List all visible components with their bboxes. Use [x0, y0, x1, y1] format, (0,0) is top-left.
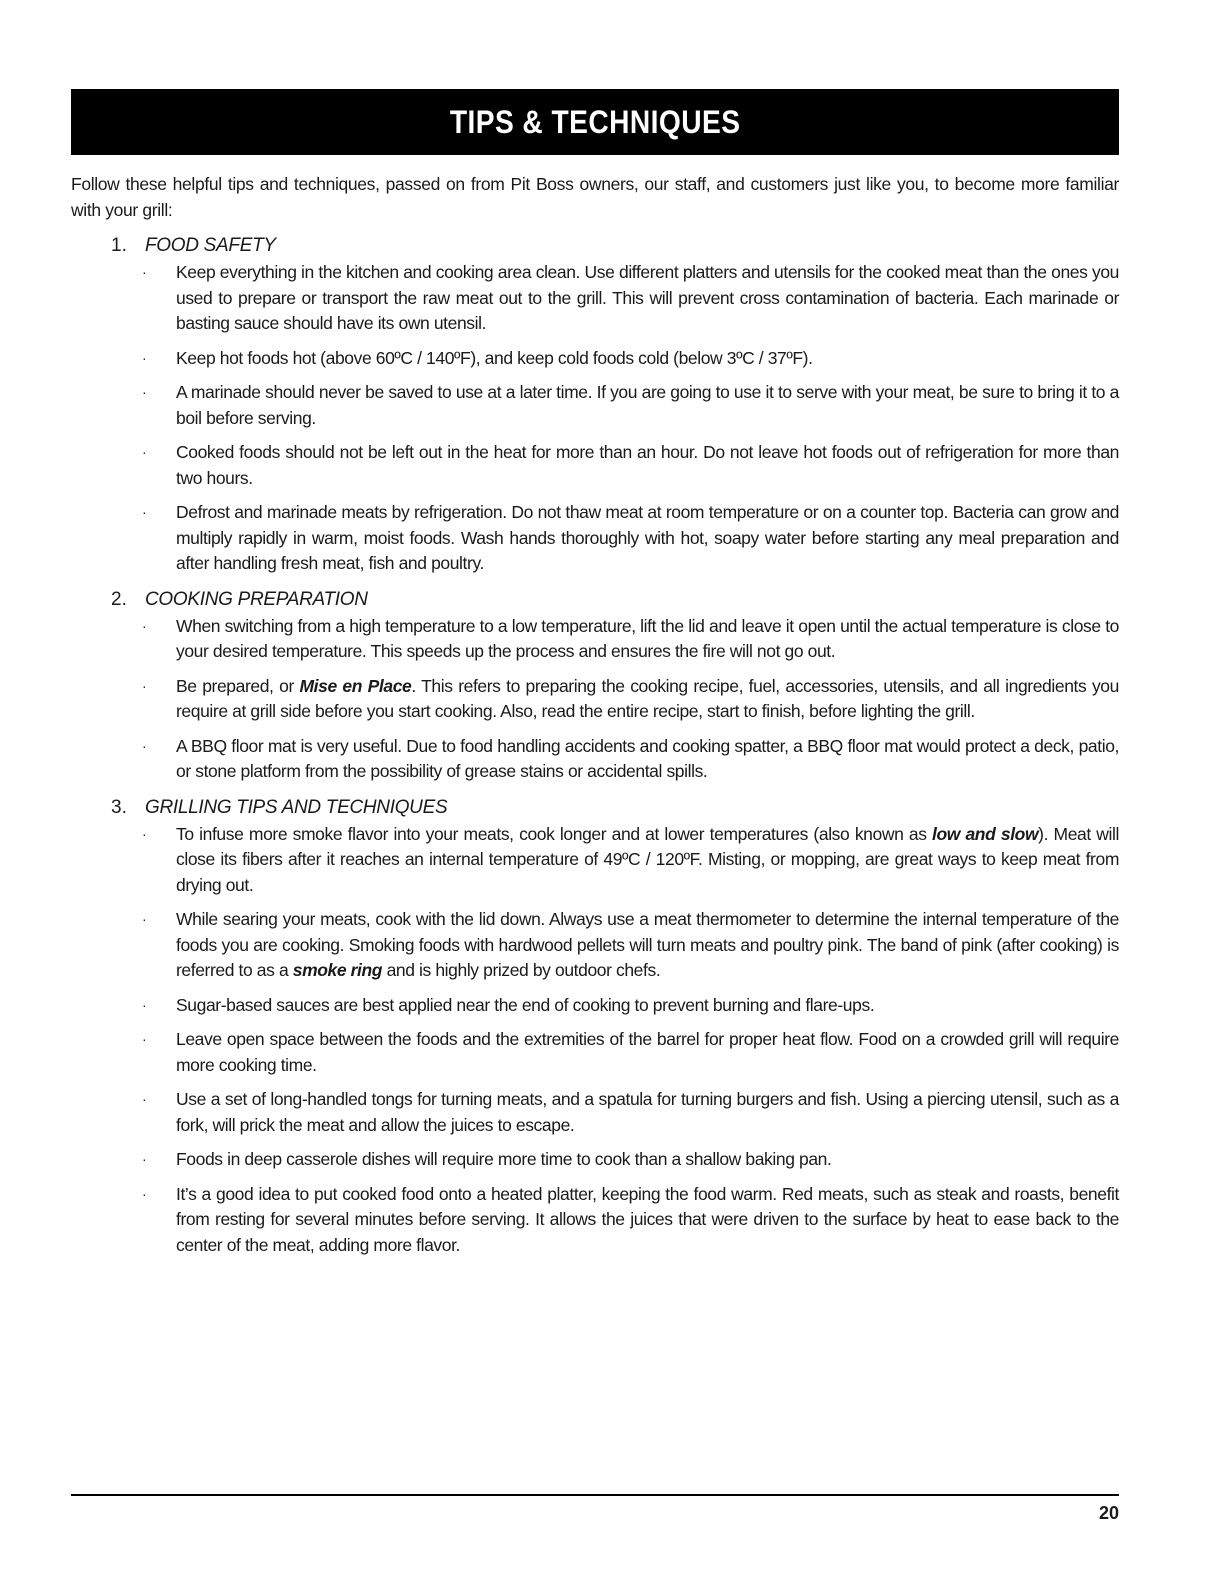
bullet-text: It’s a good idea to put cooked food onto a heated platter, keeping the food warm. Red meats, such as steak and roasts, benefit from resting for several minutes before serving. It allows the juices that were driven to the surface by heat to ease back to the center of the meat, adding more flavor.: [176, 1183, 1119, 1255]
bullet-dot-icon: ·: [142, 911, 147, 927]
bullet-item: [142, 346, 1119, 372]
section-number: 3.: [111, 796, 127, 818]
sections-list: [71, 232, 1119, 1258]
bullet-text: A BBQ floor mat is very useful. Due to food handling accidents and cooking spatter, a BBQ floor mat would protect a deck, patio, or stone platform from the possibility of grease stains or accidental spills.: [176, 735, 1119, 781]
bullet-text-continued: ). Meat will close its fibers after it reaches an internal temperature of 49ºC / 120ºF. Misting, or mopping, are great ways to keep meat from drying out.: [176, 823, 1119, 895]
section-heading: [111, 232, 1119, 260]
bullet-text: Cooked foods should not be left out in the heat for more than an hour. Do not leave hot foods out of refrigeration for more than two hours.: [176, 442, 1119, 488]
bullet-dot-icon: ·: [142, 264, 147, 280]
bullet-item: [142, 907, 1119, 984]
bullet-item: [142, 1027, 1119, 1078]
bullet-item: [142, 440, 1119, 491]
footer-divider: [71, 1494, 1119, 1496]
bullet-text-continued: and is highly prized by outdoor chefs.: [382, 960, 661, 980]
bullet-dot-icon: ·: [142, 444, 147, 460]
title-banner: [71, 89, 1119, 155]
bullet-item: [142, 734, 1119, 785]
bullet-text: Leave open space between the foods and the extremities of the barrel for proper heat flow. Food on a crowded grill will require more cooking time.: [176, 1029, 1119, 1075]
bullet-dot-icon: ·: [142, 825, 147, 842]
bullet-dot-icon: ·: [142, 384, 147, 400]
bullet-text: While searing your meats, cook with the lid down. Always use a meat thermometer to determine the internal temperature of the foods you are cooking. Smoking foods with hardwood pellets will turn meats and poultry pink. The band of pink (after cooking) is referred to as a: [176, 909, 1119, 980]
bullet-text: Foods in deep casserole dishes will require more time to cook than a shallow baking pan.: [176, 1149, 832, 1169]
bullet-dot-icon: ·: [142, 617, 147, 634]
bullet-text: Defrost and marinade meats by refrigeration. Do not thaw meat at room temperature or on a counter top. Bacteria can grow and multiply rapidly in warm, moist foods. Wash hands thoroughly with hot, soapy water before starting any meal preparation and after handling fresh meat, fish and poultry.: [176, 502, 1119, 573]
bullet-list: [71, 614, 1119, 785]
bullet-text-continued: . This refers to preparing the cooking recipe, fuel, accessories, utensils, and all ingredients you require at grill side before you start cooking. Also, read the entire recipe, start to finish, before lighting the grill.: [176, 675, 1119, 721]
section-1: [71, 232, 1119, 577]
bullet-item: [142, 1087, 1119, 1138]
bullet-item: [142, 380, 1119, 431]
bullet-dot-icon: ·: [142, 1185, 147, 1202]
section-heading: [111, 794, 1119, 822]
bullet-item: [142, 1182, 1119, 1259]
bullet-list: [71, 260, 1119, 577]
bullet-dot-icon: ·: [142, 737, 147, 754]
bullet-dot-icon: ·: [142, 677, 147, 694]
section-2: [71, 586, 1119, 785]
bullet-item: [142, 500, 1119, 577]
bullet-text: Be prepared, or: [176, 675, 300, 696]
section-number: 1.: [111, 235, 127, 256]
bullet-text: A marinade should never be saved to use at a later time. If you are going to use it to serve with your meat, be sure to bring it to a boil before serving.: [176, 382, 1119, 428]
bullet-text: Use a set of long-handled tongs for turning meats, and a spatula for turning burgers and fish. Using a piercing utensil, such as a fork, will prick the meat and allow the juices to escape.: [176, 1089, 1119, 1135]
bullet-text: To infuse more smoke flavor into your meats, cook longer and at lower temperatures (also known as: [176, 823, 933, 844]
bullet-item: [142, 993, 1119, 1019]
bullet-emphasis: low and slow: [932, 823, 1039, 844]
intro-paragraph: Follow these helpful tips and techniques, passed on from Pit Boss owners, our staff, and customers just like you, to become more familiar with your grill:: [71, 174, 1119, 220]
bullet-text: Sugar-based sauces are best applied near the end of cooking to prevent burning and flare-ups.: [176, 994, 875, 1015]
bullet-item: [142, 614, 1119, 665]
section-heading: [111, 586, 1119, 614]
bullet-list: [71, 822, 1119, 1259]
section-title: FOOD SAFETY: [145, 235, 276, 256]
bullet-item: [142, 822, 1119, 899]
page-content: [71, 89, 1119, 1267]
page-number: 20: [1098, 1503, 1119, 1523]
bullet-dot-icon: ·: [142, 504, 147, 520]
bullet-item: [142, 260, 1119, 337]
bullet-dot-icon: ·: [142, 1031, 147, 1047]
section-3: [71, 794, 1119, 1259]
bullet-text: Keep everything in the kitchen and cooking area clean. Use different platters and utensils for the cooked meat than the ones you used to prepare or transport the raw meat out to the grill. This will prevent cross contamination of bacteria. Each marinade or basting sauce should have its own utensil.: [176, 262, 1119, 333]
bullet-text: Keep hot foods hot (above 60ºC / 140ºF), and keep cold foods cold (below 3ºC / 37ºF).: [176, 347, 813, 368]
bullet-item: [142, 674, 1119, 725]
section-number: 2.: [111, 588, 127, 610]
bullet-dot-icon: ·: [142, 1091, 147, 1107]
bullet-dot-icon: ·: [142, 349, 147, 366]
bullet-dot-icon: ·: [142, 1151, 147, 1167]
bullet-emphasis: smoke ring: [292, 960, 383, 980]
bullet-dot-icon: ·: [142, 996, 147, 1013]
section-title: GRILLING TIPS AND TECHNIQUES: [145, 796, 448, 818]
section-title: COOKING PREPARATION: [145, 588, 368, 610]
bullet-emphasis: Mise en Place: [299, 675, 412, 696]
bullet-item: [142, 1147, 1119, 1173]
bullet-text: When switching from a high temperature to a low temperature, lift the lid and leave it open until the actual temperature is close to your desired temperature. This speeds up the process and ensures the fire will not go out.: [176, 615, 1119, 661]
page-title: TIPS & TECHNIQUES: [449, 103, 741, 140]
